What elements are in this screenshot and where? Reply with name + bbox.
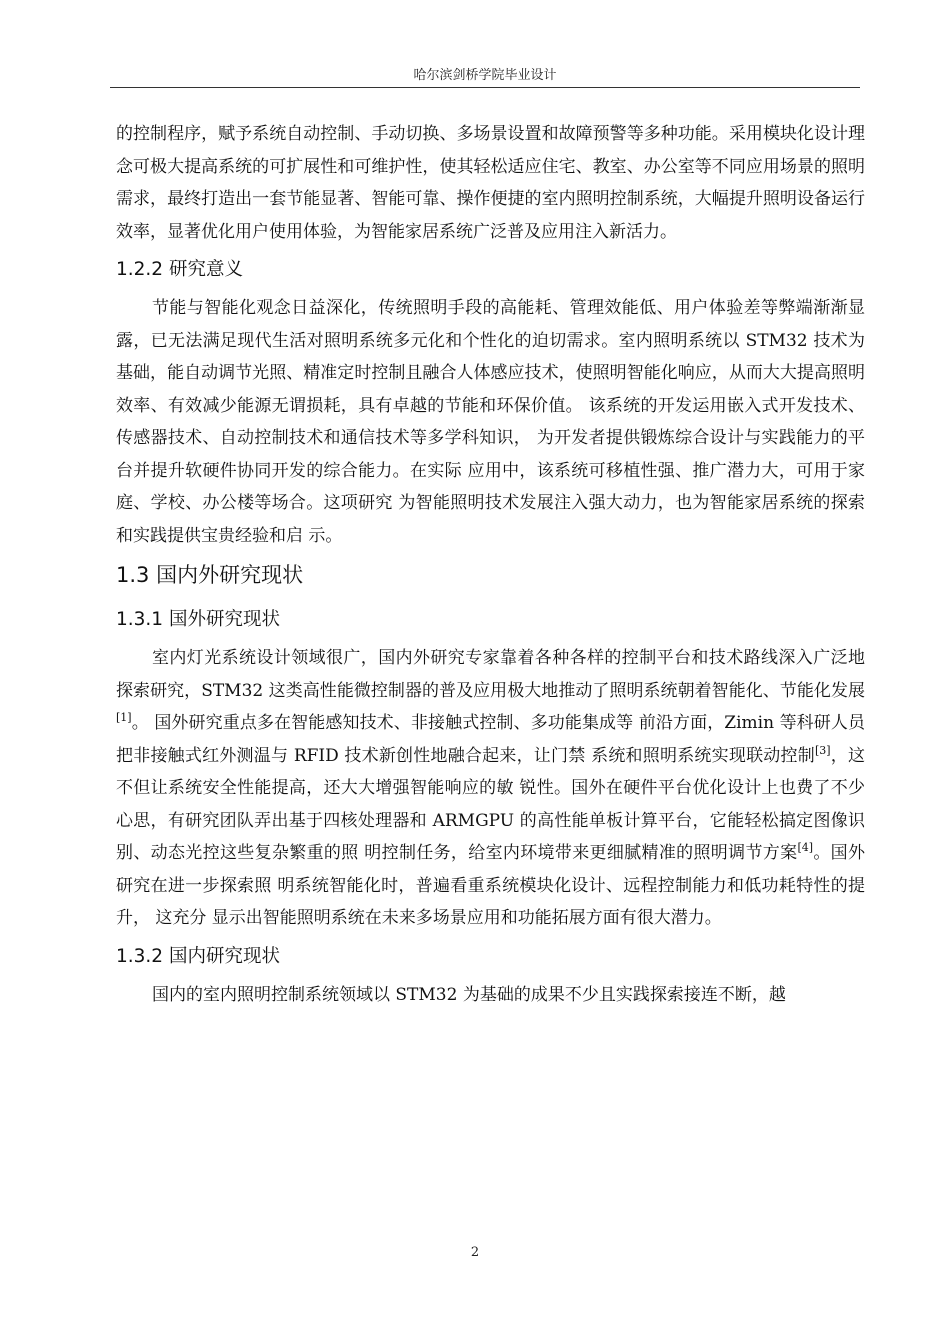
citation-ref: [4] [797,841,814,854]
page-body [116,118,865,1011]
section-1-3-2-heading: 1.3.2 国内研究现状 [116,945,280,967]
section-1-3-heading: 1.3 国内外研究现状 [116,563,304,587]
paragraph-text: 室内灯光系统设计领域很广，国内外研究专家靠着各种各样的控制平台和技术路线深入广泛地探索研究，STM32 这类高性能微控制器的普及应用极大地推动了照明系统朝着智能化、节能化发展 [116,648,865,701]
header-rule [110,87,860,88]
section-1-3-1-heading: 1.3.1 国外研究现状 [116,609,280,630]
section-1-3-1-paragraph [116,642,865,935]
section-1-2-2-paragraph: 节能与智能化观念日益深化，传统照明手段的高能耗、管理效能低、用户体验差等弊端渐渐显露，已无法满足现代生活对照明系统多元化和个性化的迫切需求。室内照明系统以 STM32 技术为基础，能自动调节光照、精准定时控制且融合人体感应技术，使照明智能化响应，从而大大提高照明效率、有效减少能源无谓损耗，具有卓越的节能和环保价值。 该系统的开发运用嵌入式开发技术、传感器技术、自动控制技术和通信技术等多学科知识， 为开发者提供锻炼综合设计与实践能力的平台并提升软硬件协同开发的综合能力。在实际 应用中，该系统可移植性强、推广潜力大，可用于家庭、学校、办公楼等场合。这项研究 为智能照明技术发展注入强大动力，也为智能家居系统的探索和实践提供宝贵经验和启 示。 [116,298,865,546]
section-1-3-2-paragraph: 国内的室内照明控制系统领域以 STM32 为基础的成果不少且实践探索接连不断，越 [152,984,786,1005]
paragraph-text: 。 国外研究重点多在智能感知技术、非接触式控制、多功能集成等 前沿方面，Zimin 等科研人员把非接触式红外测温与 RFID 技术新创性地融合起来，让门禁 系统和照明系统实现联动控制 [116,713,865,766]
paragraph-text: 。国外研究在进一步探索照 明系统智能化时，普遍看重系统模块化设计、远程控制能力和低功耗特性的提升， 这充分 显示出智能照明系统在未来多场景应用和功能拓展方面有很大潜力。 [116,843,866,928]
page-header: 哈尔滨剑桥学院毕业设计 [413,68,557,83]
citation-ref: [1] [116,711,132,724]
intro-paragraph: 的控制程序，赋予系统自动控制、手动切换、多场景设置和故障预警等多种功能。采用模块化设计理念可极大提高系统的可扩展性和可维护性，使其轻松适应住宅、教室、办公室等不同应用场景的照明需求，最终打造出一套节能显著、智能可靠、操作便捷的室内照明控制系统，大幅提升照明设备运行效率，显著优化用户使用体验，为智能家居系统广泛普及应用注入新活力。 [116,124,865,242]
citation-ref: [3] [814,743,831,757]
paragraph-text: ，这不但让系统安全性能提高，还大大增强智能响应的敏 锐性。国外在硬件平台优化设计上也费了不少心思，有研究团队弄出基于四核处理器和 ARMGPU 的高性能单板计算平台，它能轻松搞定图像识别、动态光控这些复杂繁重的照 明控制任务，给室内环境带来更细腻精准的照明调节方案 [116,745,866,863]
page-number: 2 [470,1245,480,1260]
section-1-2-2-heading: 1.2.2 研究意义 [116,259,243,280]
